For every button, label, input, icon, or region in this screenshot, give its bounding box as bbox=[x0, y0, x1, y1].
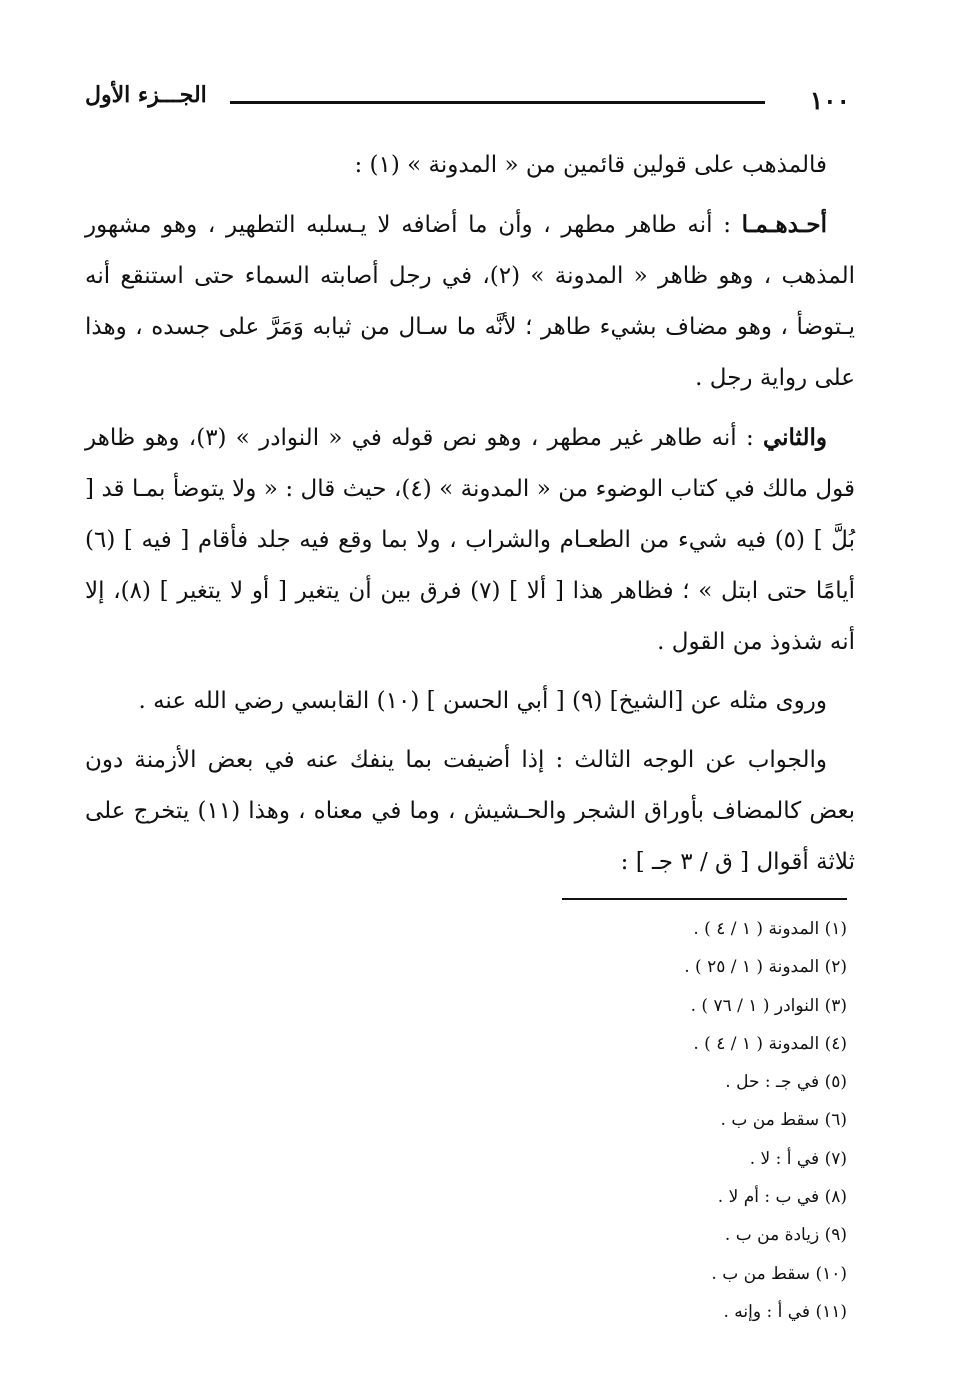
main-text bbox=[85, 140, 855, 896]
footnote-11: (١١) في أ : وإنه . bbox=[723, 1301, 847, 1322]
paragraph-5: والجواب عن الوجه الثالث : إذا أضيفت بما ينفك عنه في بعض الأزمنة دون بعض كالمضاف بأوراق الشجر والحـشيش ، وما في معناه ، وهذا (١١) يتخرج على ثلاثة أقوال [ ق / ٣ جـ ] : bbox=[85, 747, 855, 875]
footnote-separator bbox=[562, 898, 847, 900]
footnote-6: (٦) سقط من ب . bbox=[720, 1110, 847, 1131]
footnote-1: (١) المدونة ( ١ / ٤ ) . bbox=[693, 919, 847, 939]
part-title: الجـــزء الأول bbox=[85, 82, 207, 108]
paragraph-2 bbox=[85, 199, 855, 404]
footnote-2: (٢) المدونة ( ١ / ٢٥ ) . bbox=[684, 957, 847, 978]
footnote-8: (٨) في ب : أم لا . bbox=[717, 1187, 847, 1208]
footnote-10: (١٠) سقط من ب . bbox=[711, 1263, 847, 1284]
footnotes bbox=[347, 910, 847, 1331]
footnote-4: (٤) المدونة ( ١ / ٤ ) . bbox=[693, 1033, 847, 1054]
paragraph-1: فالمذهب على قولين قائمين من « المدونة » (١) : bbox=[354, 152, 827, 178]
footnote-9: (٩) زيادة من ب . bbox=[724, 1225, 847, 1246]
page-header bbox=[85, 80, 850, 120]
paragraph-2-text: : أنه طاهر مطهر ، وأن ما أضافه لا يـسلبه التطهير ، وهو مشهور المذهب ، وهو ظاهر « المدونة » (٢)، في رجل أصابته السماء حتى استنقع أنه يـتوضأ ، وهو مضاف بشيء طاهر ؛ لأنَّه ما سـال من ثيابه وَمَرَّ على جسده ، وهذا على رواية رجل . bbox=[85, 212, 855, 391]
paragraph-3-lead: والثاني bbox=[762, 424, 827, 451]
page-number: ١٠٠ bbox=[809, 86, 850, 115]
footnote-7: (٧) في أ : لا . bbox=[749, 1148, 847, 1169]
footnote-3: (٣) النوادر ( ١ / ٧٦ ) . bbox=[690, 995, 847, 1016]
paragraph-4: وروى مثله عن [الشيخ] (٩) [ أبي الحسن ] (١٠) القابسي رضي الله عنه . bbox=[138, 688, 827, 714]
paragraph-3 bbox=[85, 412, 855, 668]
header-rule bbox=[230, 101, 765, 104]
paragraph-3-text: : أنه طاهر غير مطهر ، وهو نص قوله في « النوادر » (٣)، وهو ظاهر قول مالك في كتاب الوضوء من « المدونة » (٤)، حيث قال : « ولا يتوضأ بمـا قد [ بُلَّ ] (٥) فيه شيء من الطعـام والشراب ، ولا بما وقع فيه جلد فأقام [ فيه ] (٦) أيامًا حتى ابتل » ؛ فظاهر هذا [ ألا ] (٧) فرق بين أن يتغير [ أو لا يتغير ] (٨)، إلا أنه شذوذ من القول . bbox=[85, 425, 856, 655]
footnote-5: (٥) في جـ : حل . bbox=[725, 1072, 847, 1093]
paragraph-2-lead: أحـدهـمـا bbox=[741, 211, 827, 238]
